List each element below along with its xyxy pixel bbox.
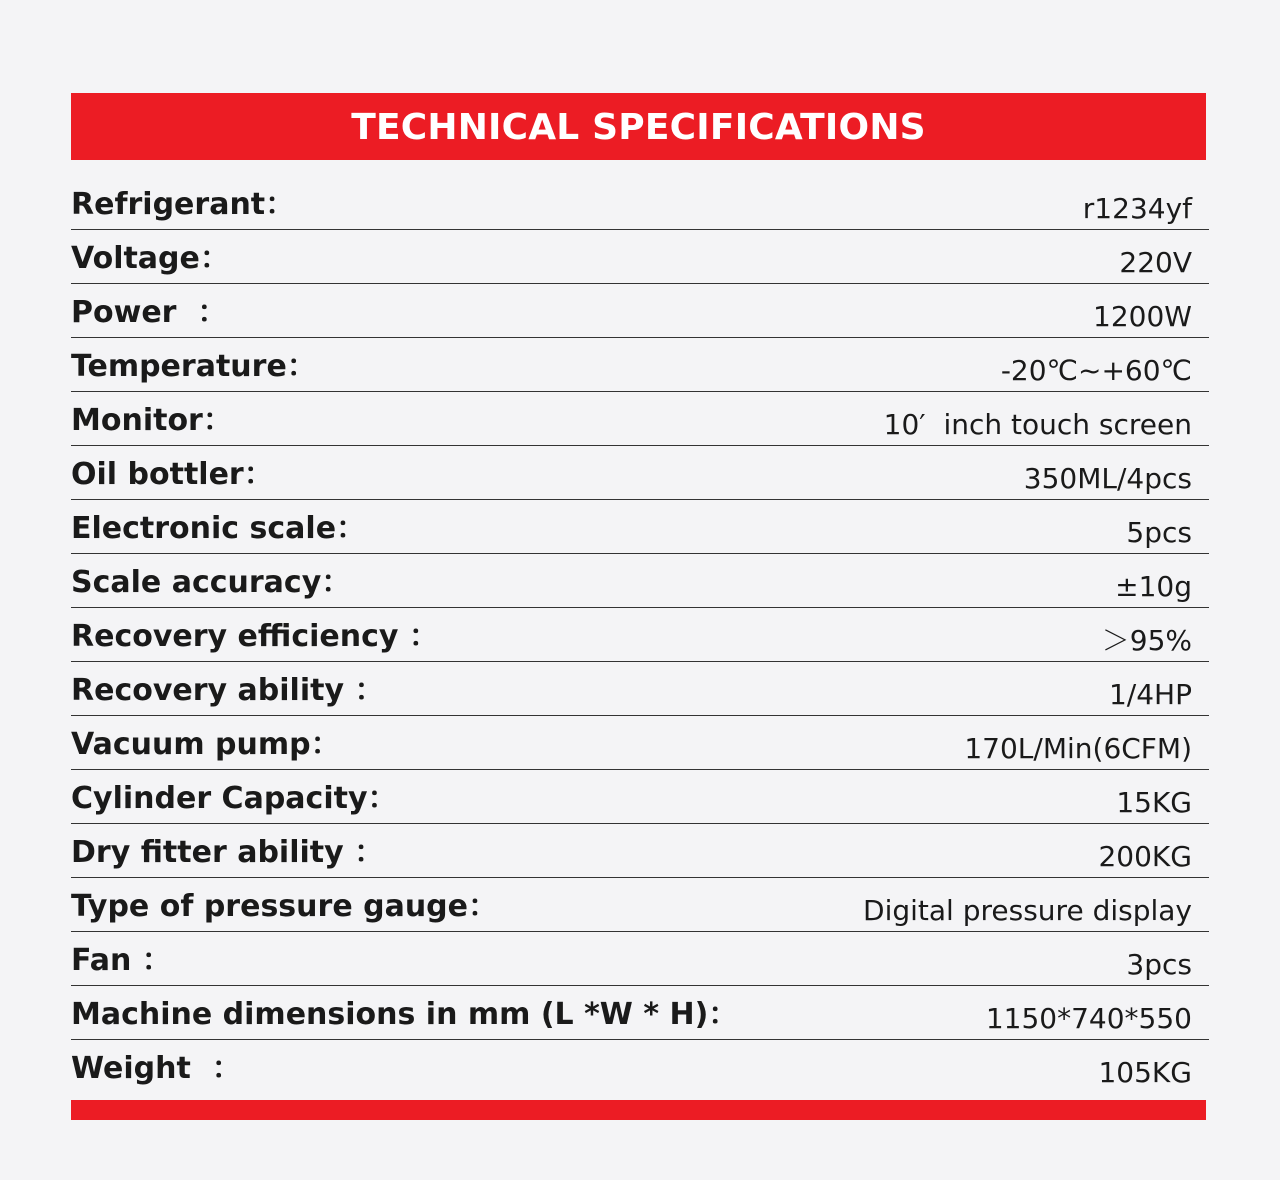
spec-row-oil-bottler bbox=[71, 446, 1209, 500]
page-title: TECHNICAL SPECIFICATIONS bbox=[351, 106, 926, 148]
spec-value: 15KG bbox=[1116, 786, 1192, 819]
spec-value: 5pcs bbox=[1126, 516, 1192, 549]
spec-label: Type of pressure gauge： bbox=[71, 889, 499, 924]
spec-value: 220V bbox=[1119, 246, 1192, 279]
spec-row-cylinder-capacity bbox=[71, 770, 1209, 824]
spec-label: Refrigerant： bbox=[71, 187, 296, 222]
spec-row-temperature bbox=[71, 338, 1209, 392]
spec-label: Cylinder Capacity： bbox=[71, 781, 398, 816]
spec-label: Recovery ability ： bbox=[71, 673, 385, 708]
footer-accent-bar bbox=[71, 1100, 1206, 1120]
spec-value: 1/4HP bbox=[1108, 678, 1192, 711]
spec-value: 200KG bbox=[1098, 840, 1192, 873]
spec-row-refrigerant bbox=[71, 176, 1209, 230]
spec-row-vacuum-pump bbox=[71, 716, 1209, 770]
spec-label: Fan ： bbox=[71, 943, 172, 978]
spec-label: Temperature： bbox=[71, 349, 317, 384]
spec-label: Power ： bbox=[71, 295, 228, 330]
header-banner bbox=[71, 93, 1206, 160]
spec-row-scale-accuracy bbox=[71, 554, 1209, 608]
spec-row-recovery-efficiency bbox=[71, 608, 1209, 662]
spec-row-voltage bbox=[71, 230, 1209, 284]
spec-value: 10′ inch touch screen bbox=[883, 408, 1192, 441]
spec-label: Dry fitter ability ： bbox=[71, 835, 385, 870]
spec-label: Vacuum pump： bbox=[71, 727, 341, 762]
spec-label: Scale accuracy： bbox=[71, 565, 352, 600]
spec-label: Weight ： bbox=[71, 1051, 242, 1086]
spec-value: ±10g bbox=[1115, 570, 1192, 603]
spec-row-pressure-gauge-type bbox=[71, 878, 1209, 932]
spec-value: r1234yf bbox=[1082, 192, 1192, 225]
spec-label: Machine dimensions in mm (L *W * H)： bbox=[71, 997, 739, 1032]
spec-row-recovery-ability bbox=[71, 662, 1209, 716]
spec-label: Monitor： bbox=[71, 403, 233, 438]
spec-value: ＞95% bbox=[1101, 624, 1192, 657]
spec-value: 1150*740*550 bbox=[985, 1002, 1192, 1035]
spec-value: 170L/Min(6CFM) bbox=[964, 732, 1192, 765]
spec-label: Voltage： bbox=[71, 241, 230, 276]
spec-row-dry-fitter-ability bbox=[71, 824, 1209, 878]
spec-row-monitor bbox=[71, 392, 1209, 446]
spec-value: Digital pressure display bbox=[863, 894, 1192, 927]
spec-value: 1200W bbox=[1093, 300, 1192, 333]
spec-label: Oil bottler： bbox=[71, 457, 274, 492]
spec-list bbox=[71, 176, 1209, 1094]
spec-label: Recovery efficiency ： bbox=[71, 619, 439, 654]
spec-row-power bbox=[71, 284, 1209, 338]
spec-row-machine-dimensions bbox=[71, 986, 1209, 1040]
spec-value: -20℃~+60℃ bbox=[1000, 354, 1192, 387]
spec-row-electronic-scale bbox=[71, 500, 1209, 554]
spec-label: Electronic scale： bbox=[71, 511, 367, 546]
spec-row-fan bbox=[71, 932, 1209, 986]
spec-value: 350ML/4pcs bbox=[1023, 462, 1192, 495]
spec-value: 3pcs bbox=[1126, 948, 1192, 981]
spec-value: 105KG bbox=[1098, 1056, 1192, 1089]
spec-row-weight bbox=[71, 1040, 1209, 1094]
